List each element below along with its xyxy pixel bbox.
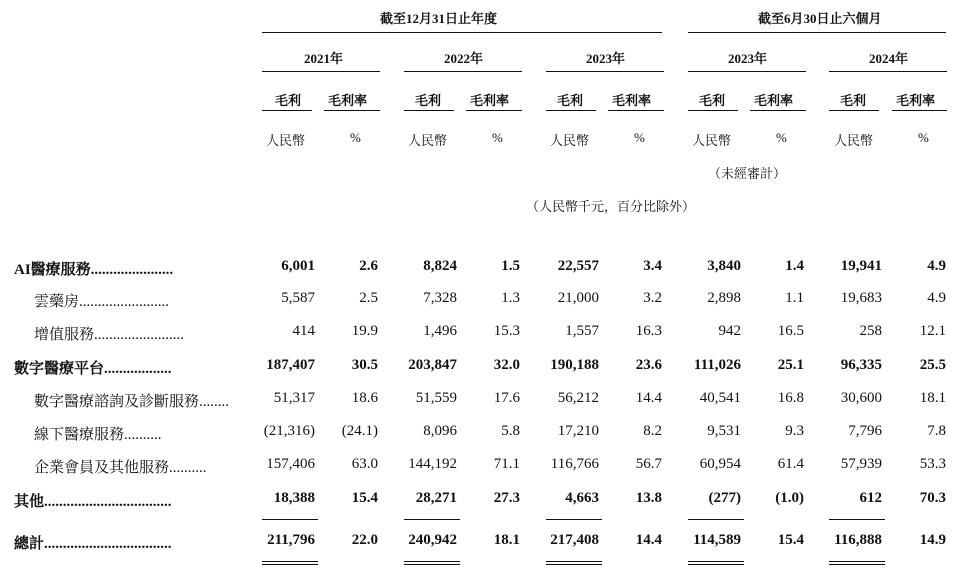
row-label: 數字醫療平台.................. — [14, 361, 172, 377]
unit-note: （人民幣千元，百分比除外） — [526, 199, 696, 214]
col-profit: 毛利 — [699, 93, 726, 108]
table-cell: 4.9 — [927, 290, 946, 306]
table-cell: 16.5 — [777, 323, 804, 339]
table-cell: 111,026 — [693, 357, 741, 373]
table-cell: 32.0 — [493, 357, 520, 373]
table-cell: 18.6 — [351, 390, 378, 406]
year-2023-h1: 2023年 — [728, 51, 768, 66]
unit-pct: % — [634, 130, 645, 145]
table-cell: 16.3 — [635, 323, 662, 339]
table-cell: (1.0) — [775, 490, 804, 506]
row-label: 總計.................................. — [14, 536, 172, 552]
table-cell: 70.3 — [919, 490, 946, 506]
table-cell: 187,407 — [266, 357, 315, 373]
table-cell: 1.4 — [785, 258, 804, 274]
table-cell: 63.0 — [351, 456, 378, 472]
col-margin: 毛利率 — [612, 93, 652, 108]
table-cell: 25.5 — [919, 357, 946, 373]
table-cell: 57,939 — [840, 456, 882, 472]
table-cell: 17.6 — [493, 390, 520, 406]
table-cell: 27.3 — [493, 490, 520, 506]
table-cell: 3,840 — [707, 258, 741, 274]
table-cell: 15.4 — [777, 532, 804, 548]
table-cell: 71.1 — [493, 456, 520, 472]
table-cell: 14.4 — [635, 390, 662, 406]
group1-rule — [262, 32, 662, 33]
table-cell: 22,557 — [557, 258, 599, 274]
table-cell: 96,335 — [840, 357, 882, 373]
unit-pct: % — [918, 130, 929, 145]
table-cell: 56,212 — [557, 390, 599, 406]
col-profit: 毛利 — [557, 93, 584, 108]
table-cell: 8,824 — [423, 258, 457, 274]
table-cell: 61.4 — [777, 456, 804, 472]
table-cell: 15.3 — [493, 323, 520, 339]
row-label: AI醫療服務...................... — [14, 262, 174, 278]
table-cell: 40,541 — [699, 390, 741, 406]
unit-rmb: 人民幣 — [408, 133, 448, 148]
table-cell: 30.5 — [351, 357, 378, 373]
table-cell: 5.8 — [501, 423, 520, 439]
table-cell: 23.6 — [635, 357, 662, 373]
table-cell: 56.7 — [635, 456, 662, 472]
table-cell: 19.9 — [351, 323, 378, 339]
table-cell: 4.9 — [927, 258, 946, 274]
table-cell: 18.1 — [919, 390, 946, 406]
table-cell: 1.1 — [785, 290, 804, 306]
row-label: 企業會員及其他服務.......... — [34, 460, 207, 476]
unit-rmb: 人民幣 — [266, 133, 306, 148]
table-cell: 114,589 — [693, 532, 741, 548]
table-cell: 9,531 — [707, 423, 741, 439]
table-cell: 51,317 — [273, 390, 315, 406]
table-cell: 30,600 — [840, 390, 882, 406]
header-group1-title: 截至12月31日止年度 — [380, 11, 498, 26]
table-cell: 8,096 — [423, 423, 457, 439]
group2-rule — [688, 32, 946, 33]
header-group2-title: 截至6月30日止六個月 — [758, 11, 882, 26]
col-margin: 毛利率 — [470, 93, 510, 108]
table-cell: 203,847 — [408, 357, 457, 373]
table-cell: 240,942 — [408, 532, 457, 548]
col-margin: 毛利率 — [896, 93, 936, 108]
col-profit: 毛利 — [275, 93, 302, 108]
row-label: 雲藥房........................ — [34, 294, 170, 310]
col-margin: 毛利率 — [328, 93, 368, 108]
table-cell: 51,559 — [415, 390, 457, 406]
table-cell: 942 — [718, 323, 741, 339]
table-cell: 7,328 — [423, 290, 457, 306]
table-cell: 144,192 — [408, 456, 457, 472]
table-cell: 2.6 — [359, 258, 378, 274]
col-profit: 毛利 — [840, 93, 867, 108]
table-cell: 6,001 — [281, 258, 315, 274]
table-cell: 28,271 — [415, 490, 457, 506]
table-cell: 3.2 — [643, 290, 662, 306]
unit-rmb: 人民幣 — [550, 133, 590, 148]
table-cell: 7,796 — [848, 423, 882, 439]
unit-rmb: 人民幣 — [834, 133, 874, 148]
table-cell: 3.4 — [643, 258, 662, 274]
table-cell: 190,188 — [550, 357, 599, 373]
table-cell: 9.3 — [785, 423, 804, 439]
table-cell: 14.9 — [919, 532, 946, 548]
col-margin: 毛利率 — [754, 93, 794, 108]
table-cell: 612 — [859, 490, 882, 506]
table-cell: 1,496 — [423, 323, 457, 339]
table-cell: 4,663 — [565, 490, 599, 506]
table-cell: 5,587 — [281, 290, 315, 306]
table-cell: (24.1) — [341, 423, 378, 439]
unit-rmb: 人民幣 — [692, 133, 732, 148]
table-cell: 13.8 — [635, 490, 662, 506]
unit-pct: % — [350, 130, 361, 145]
table-cell: 1.3 — [501, 290, 520, 306]
row-label: 其他.................................. — [14, 494, 172, 510]
table-cell: 16.8 — [777, 390, 804, 406]
year-2022: 2022年 — [444, 51, 484, 66]
table-cell: 15.4 — [351, 490, 378, 506]
table-cell: 1.5 — [501, 258, 520, 274]
table-cell: 22.0 — [351, 532, 378, 548]
table-cell: (21,316) — [263, 423, 315, 439]
table-cell: 12.1 — [919, 323, 946, 339]
table-cell: 53.3 — [919, 456, 946, 472]
table-cell: 211,796 — [267, 532, 315, 548]
table-cell: 18,388 — [273, 490, 315, 506]
table-cell: 1,557 — [565, 323, 599, 339]
table-cell: (277) — [708, 490, 741, 506]
table-cell: 21,000 — [557, 290, 599, 306]
row-label: 線下醫療服務.......... — [34, 427, 162, 443]
table-cell: 116,766 — [550, 456, 599, 472]
col-profit: 毛利 — [415, 93, 442, 108]
table-cell: 2,898 — [707, 290, 741, 306]
unaudited-note: （未經審計） — [708, 166, 787, 181]
table-cell: 60,954 — [699, 456, 741, 472]
unit-pct: % — [492, 130, 503, 145]
row-label: 增值服務........................ — [34, 327, 185, 343]
table-cell: 414 — [292, 323, 315, 339]
table-cell: 8.2 — [643, 423, 662, 439]
table-cell: 25.1 — [777, 357, 804, 373]
table-cell: 17,210 — [557, 423, 599, 439]
table-cell: 157,406 — [266, 456, 315, 472]
year-2021: 2021年 — [304, 51, 344, 66]
table-cell: 14.4 — [635, 532, 662, 548]
unit-pct: % — [776, 130, 787, 145]
row-label: 數字醫療諮詢及診斷服務........ — [34, 394, 230, 410]
table-cell: 116,888 — [834, 532, 882, 548]
year-2023-fy: 2023年 — [586, 51, 626, 66]
table-cell: 258 — [859, 323, 882, 339]
table-cell: 2.5 — [359, 290, 378, 306]
year-2024-h1: 2024年 — [869, 51, 909, 66]
table-cell: 7.8 — [927, 423, 946, 439]
table-cell: 19,683 — [840, 290, 882, 306]
table-cell: 19,941 — [840, 258, 882, 274]
table-cell: 18.1 — [493, 532, 520, 548]
table-cell: 217,408 — [550, 532, 599, 548]
